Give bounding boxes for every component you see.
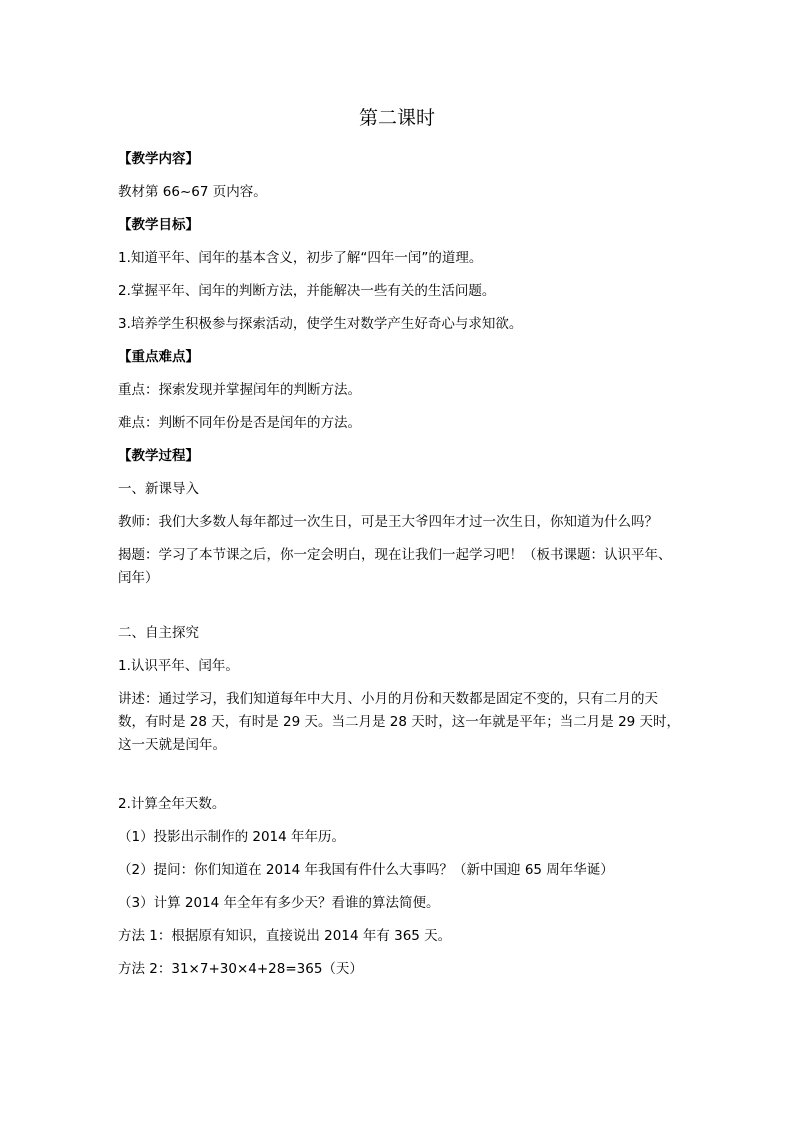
document-body [118,148,684,991]
paragraph: 二、自主探究 [118,625,199,641]
paragraph: 讲述：通过学习，我们知道每年中大月、小月的月份和天数都是固定不变的，只有二月的天数，有时是 28 天，有时是 29 天。当二月是 28 天时，这一年就是平年；当二月是 29 天时，这一天就是闰年。 [118,691,681,753]
paragraph: 一、新课导入 [118,481,199,497]
paragraph: （1）投影出示制作的 2014 年年历。 [118,829,346,845]
paragraph: （3）计算 2014 年全年有多少天？看谁的算法简便。 [118,895,440,911]
paragraph: 重点：探索发现并掌握闰年的判断方法。 [118,382,361,398]
paragraph: 难点：判断不同年份是否是闰年的方法。 [118,415,361,431]
paragraph: 教师：我们大多数人每年都过一次生日，可是王大爷四年才过一次生日，你知道为什么吗？ [118,514,658,530]
section-heading-teaching-content: 【教学内容】 [118,151,199,167]
paragraph: 3.培养学生积极参与探索活动，使学生对数学产生好奇心与求知欲。 [118,316,523,332]
section-heading-key-points: 【重点难点】 [118,349,199,365]
paragraph: 1.知道平年、闰年的基本含义，初步了解“四年一闰”的道理。 [118,250,483,266]
paragraph: 揭题：学习了本节课之后，你一定会明白，现在让我们一起学习吧！（板书课题：认识平年、闰年） [118,547,672,586]
section-heading-teaching-goals: 【教学目标】 [118,217,199,233]
paragraph: 2.计算全年天数。 [118,796,226,812]
section-heading-teaching-process: 【教学过程】 [118,448,199,464]
paragraph: 2.掌握平年、闰年的判断方法，并能解决一些有关的生活问题。 [118,283,496,299]
page-title: 第二课时 [358,107,435,129]
paragraph: 方法 2：31×7+30×4+28=365（天） [118,961,363,977]
paragraph: 教材第 66~67 页内容。 [118,184,267,200]
paragraph: 1.认识平年、闰年。 [118,658,239,674]
paragraph: （2）提问：你们知道在 2014 年我国有件什么大事吗？（新中国迎 65 周年华诞） [118,862,614,878]
paragraph: 方法 1：根据原有知识，直接说出 2014 年有 365 天。 [118,928,452,944]
